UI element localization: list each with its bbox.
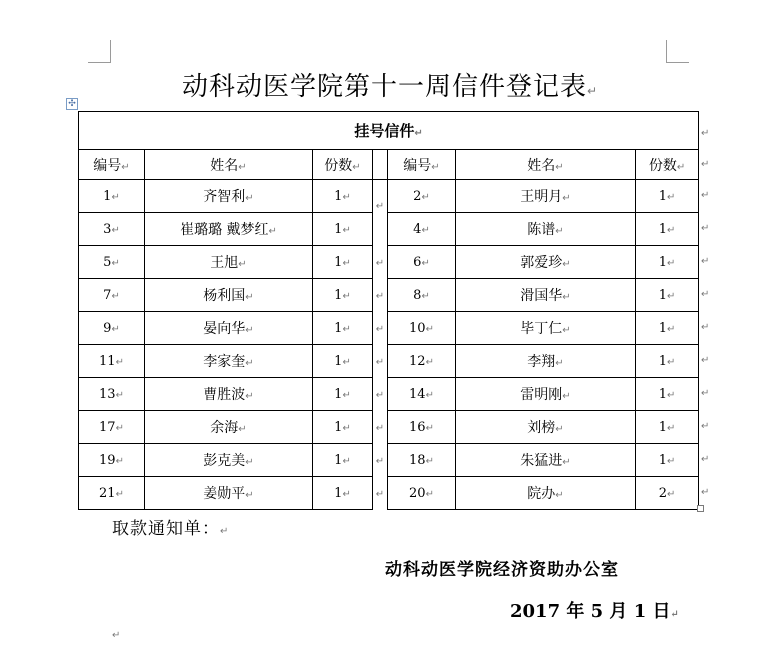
paragraph-mark: ↵ [555, 424, 564, 435]
paragraph-mark: ↵ [666, 423, 676, 434]
paragraph-mark: ↵ [115, 357, 124, 368]
paragraph-mark: ↵ [342, 390, 351, 401]
paragraph-mark: ↵ [562, 391, 571, 402]
paragraph-mark: ↵ [425, 390, 434, 401]
table-row [79, 411, 699, 444]
paragraph-mark: ↵ [562, 457, 571, 468]
spacer-cell [373, 279, 388, 312]
paragraph-mark: ↵ [112, 630, 121, 641]
spacer-cell [373, 444, 388, 477]
paragraph-mark: ↵ [342, 489, 351, 500]
document-title-text: 动科动医学院第十一周信件登记表 [181, 72, 587, 102]
paragraph-mark: ↵ [375, 423, 385, 434]
paragraph-mark: ↵ [421, 225, 430, 236]
paragraph-mark: ↵ [115, 423, 124, 434]
paragraph-mark: ↵ [666, 225, 676, 236]
paragraph-mark: ↵ [342, 357, 351, 368]
paragraph-mark: ↵ [342, 291, 351, 302]
cell-count-right: 1↵ [636, 444, 699, 477]
cell-count-right: 1↵ [636, 213, 699, 246]
cell-number-right: 18↵ [388, 444, 456, 477]
cell-number-right: 2↵ [388, 180, 456, 213]
cell-name-right: 李翔↵ [456, 345, 636, 378]
spacer-cell [373, 150, 388, 180]
cell-number-right: 6↵ [388, 246, 456, 279]
paragraph-mark: ↵ [666, 456, 676, 467]
cell-name-right: 院办↵ [456, 477, 636, 510]
table-row [79, 378, 699, 411]
cell-count-right: 1↵ [636, 279, 699, 312]
paragraph-mark: ↵ [666, 324, 676, 335]
paragraph-mark: ↵ [375, 456, 385, 467]
table-row [79, 213, 699, 246]
cell-number: 7↵ [79, 279, 145, 312]
paragraph-mark: ↵ [375, 357, 385, 368]
paragraph-mark: ↵ [421, 192, 430, 203]
spacer-cell [373, 378, 388, 411]
office-signature: 动科动医学院经济资助办公室 [385, 560, 619, 580]
cell-number: 1↵ [79, 180, 145, 213]
row-end-mark: ↵ [701, 256, 710, 267]
paragraph-mark: ↵ [342, 192, 351, 203]
paragraph-mark: ↵ [268, 226, 277, 237]
paragraph-mark: ↵ [425, 324, 434, 335]
table-row [79, 477, 699, 510]
spacer-cell [373, 477, 388, 510]
row-end-mark: ↵ [701, 355, 710, 366]
table-caption-text: 挂号信件 [354, 122, 415, 140]
paragraph-mark: ↵ [666, 390, 676, 401]
row-end-mark: ↵ [701, 388, 710, 399]
paragraph-mark: ↵ [245, 391, 254, 402]
paragraph-mark: ↵ [245, 292, 254, 303]
cell-name: 崔璐璐 戴梦红↵ [145, 213, 313, 246]
page-corner-top-left [88, 40, 111, 63]
row-end-mark: ↵ [701, 223, 710, 234]
cell-count: 1↵ [313, 477, 373, 510]
paragraph-mark: ↵ [342, 423, 351, 434]
document-title [0, 66, 779, 103]
table-row [79, 444, 699, 477]
cell-name: 余海↵ [145, 411, 313, 444]
header-cell-number: 编号↵ [79, 150, 145, 180]
paragraph-mark: ↵ [666, 192, 676, 203]
paragraph-mark: ↵ [375, 489, 385, 500]
cell-count-right: 1↵ [636, 180, 699, 213]
paragraph-mark: ↵ [555, 490, 564, 501]
row-end-mark: ↵ [701, 159, 710, 170]
cell-number: 11↵ [79, 345, 145, 378]
letter-register-table [78, 111, 699, 510]
cell-name: 晏向华↵ [145, 312, 313, 345]
paragraph-mark: ↵ [414, 128, 423, 139]
paragraph-mark: ↵ [111, 192, 120, 203]
table-row [79, 180, 699, 213]
paragraph-mark: ↵ [562, 193, 571, 204]
cell-name: 彭克美↵ [145, 444, 313, 477]
paragraph-mark: ↵ [245, 358, 254, 369]
paragraph-mark: ↵ [238, 424, 247, 435]
cell-number: 3↵ [79, 213, 145, 246]
cell-number-right: 14↵ [388, 378, 456, 411]
paragraph-mark: ↵ [115, 390, 124, 401]
paragraph-mark: ↵ [555, 358, 564, 369]
paragraph-mark: ↵ [111, 324, 120, 335]
paragraph-mark: ↵ [562, 292, 571, 303]
paragraph-mark: ↵ [666, 489, 676, 500]
table-resize-handle[interactable] [697, 505, 704, 512]
paragraph-mark: ↵ [555, 226, 564, 237]
paragraph-mark: ↵ [245, 457, 254, 468]
row-end-mark: ↵ [701, 322, 710, 333]
paragraph-mark: ↵ [111, 291, 120, 302]
cell-name-right: 刘榜↵ [456, 411, 636, 444]
cell-count: 1↵ [313, 444, 373, 477]
paragraph-mark: ↵ [425, 423, 434, 434]
paragraph-mark: ↵ [562, 325, 571, 336]
cell-name-right: 王明月↵ [456, 180, 636, 213]
cell-name-right: 毕丁仁↵ [456, 312, 636, 345]
cell-name-right: 陈谱↵ [456, 213, 636, 246]
cell-count: 1↵ [313, 411, 373, 444]
withdrawal-notice-label: 取款通知单：↵ [112, 519, 230, 539]
paragraph-mark: ↵ [342, 324, 351, 335]
row-end-mark: ↵ [701, 190, 710, 201]
spacer-cell [373, 180, 388, 213]
cell-count: 1↵ [313, 312, 373, 345]
spacer-cell [373, 345, 388, 378]
cell-name-right: 郭爱珍↵ [456, 246, 636, 279]
cell-number: 21↵ [79, 477, 145, 510]
cell-name-right: 滑国华↵ [456, 279, 636, 312]
cell-number: 17↵ [79, 411, 145, 444]
cell-name: 王旭↵ [145, 246, 313, 279]
header-cell-count: 份数↵ [313, 150, 373, 180]
paragraph-mark: ↵ [666, 258, 676, 269]
table-row [79, 345, 699, 378]
paragraph-mark: ↵ [342, 258, 351, 269]
spacer-cell [373, 411, 388, 444]
cell-count: 1↵ [313, 345, 373, 378]
cell-count-right: 1↵ [636, 246, 699, 279]
header-cell-count-right: 份数↵ [636, 150, 699, 180]
paragraph-mark: ↵ [425, 456, 434, 467]
header-cell-number-right: 编号↵ [388, 150, 456, 180]
paragraph-mark: ↵ [425, 489, 434, 500]
cell-count-right: 1↵ [636, 411, 699, 444]
paragraph-mark: ↵ [375, 200, 385, 212]
paragraph-mark: ↵ [586, 84, 598, 98]
row-end-mark: ↵ [701, 487, 710, 498]
header-cell-name-right: 姓名↵ [456, 150, 636, 180]
cell-count: 1↵ [313, 246, 373, 279]
cell-name: 李家奎↵ [145, 345, 313, 378]
spacer-cell [373, 246, 388, 279]
row-end-mark: ↵ [701, 128, 710, 139]
page-corner-top-right [666, 40, 689, 63]
table-row [79, 312, 699, 345]
paragraph-mark: ↵ [238, 259, 247, 270]
paragraph-mark: ↵ [375, 324, 385, 335]
row-end-mark: ↵ [701, 421, 710, 432]
header-cell-name: 姓名↵ [145, 150, 313, 180]
paragraph-mark: ↵ [375, 291, 385, 302]
cell-name: 杨利国↵ [145, 279, 313, 312]
cell-number-right: 10↵ [388, 312, 456, 345]
table-caption [79, 112, 699, 150]
paragraph-mark: ↵ [245, 193, 254, 204]
spacer-cell [373, 213, 388, 246]
table-row [79, 279, 699, 312]
paragraph-mark: ↵ [111, 225, 120, 236]
cell-name: 曹胜波↵ [145, 378, 313, 411]
cell-count-right: 1↵ [636, 345, 699, 378]
paragraph-mark: ↵ [666, 357, 676, 368]
cell-count: 1↵ [313, 180, 373, 213]
paragraph-mark: ↵ [425, 357, 434, 368]
cell-number: 19↵ [79, 444, 145, 477]
paragraph-mark: ↵ [115, 489, 124, 500]
row-end-mark: ↵ [701, 454, 710, 465]
paragraph-mark: ↵ [375, 258, 385, 269]
cell-number-right: 16↵ [388, 411, 456, 444]
cell-number-right: 8↵ [388, 279, 456, 312]
cell-number-right: 20↵ [388, 477, 456, 510]
paragraph-mark: ↵ [115, 456, 124, 467]
cell-name-right: 朱猛进↵ [456, 444, 636, 477]
cell-name: 姜勋平↵ [145, 477, 313, 510]
cell-number-right: 4↵ [388, 213, 456, 246]
paragraph-mark: ↵ [666, 291, 676, 302]
cell-count-right: 1↵ [636, 378, 699, 411]
cell-count: 1↵ [313, 279, 373, 312]
cell-count: 1↵ [313, 378, 373, 411]
document-date: 2017 年 5 月 1 日↵ [510, 601, 679, 622]
cell-number-right: 12↵ [388, 345, 456, 378]
row-end-mark: ↵ [701, 289, 710, 300]
paragraph-mark: ↵ [562, 259, 571, 270]
cell-count-right: 2↵ [636, 477, 699, 510]
paragraph-mark: ↵ [342, 456, 351, 467]
table-row [79, 246, 699, 279]
cell-count-right: 1↵ [636, 312, 699, 345]
paragraph-mark: ↵ [421, 258, 430, 269]
paragraph-mark: ↵ [342, 225, 351, 236]
paragraph-mark: ↵ [421, 291, 430, 302]
paragraph-mark: ↵ [375, 390, 385, 401]
cell-name-right: 雷明刚↵ [456, 378, 636, 411]
table-move-handle-icon[interactable]: ✣ [66, 98, 78, 110]
paragraph-mark: ↵ [245, 490, 254, 501]
cell-name: 齐智利↵ [145, 180, 313, 213]
paragraph-mark: ↵ [245, 325, 254, 336]
cell-number: 5↵ [79, 246, 145, 279]
cell-number: 9↵ [79, 312, 145, 345]
spacer-cell [373, 312, 388, 345]
paragraph-mark: ↵ [111, 258, 120, 269]
cell-count: 1↵ [313, 213, 373, 246]
cell-number: 13↵ [79, 378, 145, 411]
